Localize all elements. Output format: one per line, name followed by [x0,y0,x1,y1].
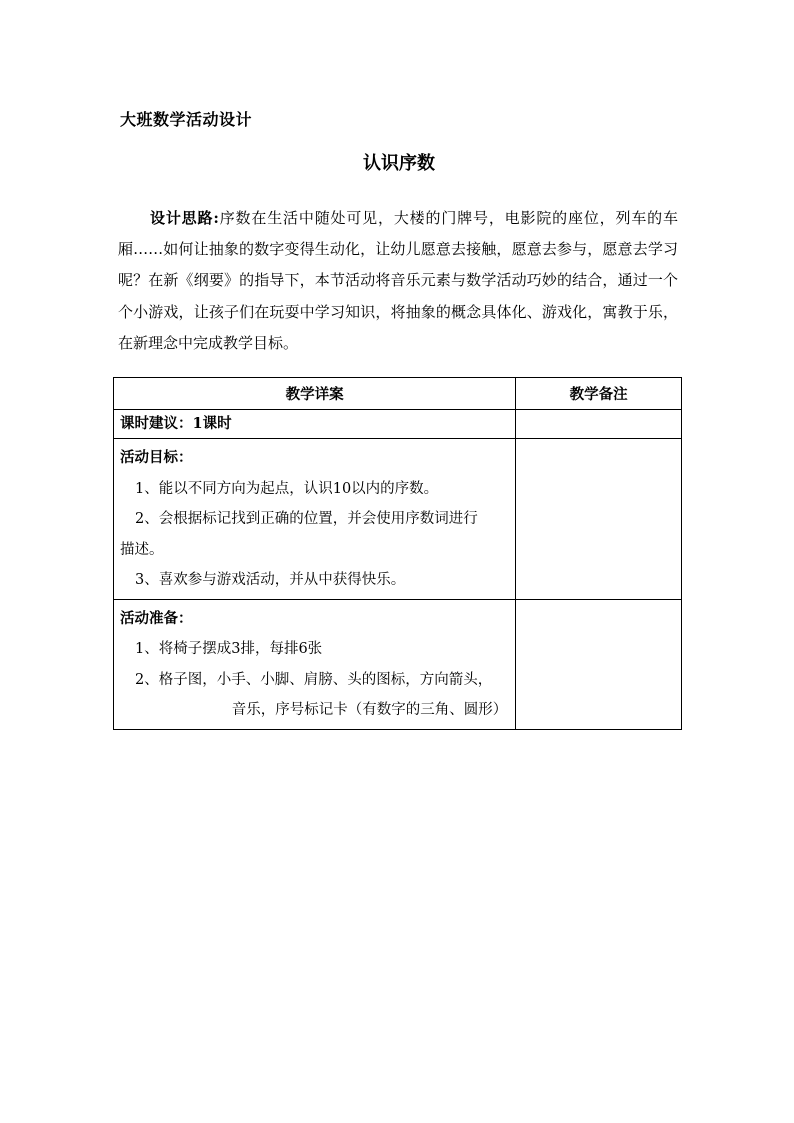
goal-item: 3、喜欢参与游戏活动，并从中获得快乐。 [135,572,406,588]
notes-cell [516,599,682,729]
table-row [114,439,682,600]
goal-item: 2、会根据标记找到正确的位置，并会使用序数词进行 [135,511,478,527]
design-idea-label: 设计思路 [150,209,214,227]
prep-label: 活动准备： [120,609,193,627]
table-header-row [114,378,682,410]
hours-label: 课时建议：1课时 [120,415,232,432]
table-row [114,599,682,729]
notes-cell [516,439,682,600]
prep-item: 2、格子图，小手、小脚、肩膀、头的图标，方向箭头， [135,671,493,688]
design-idea-text: 序数在生活中随处可见，大楼的门牌号，电影院的座位，列车的车厢……如何让抽象的数字变得生动化，让幼儿愿意去接触，愿意去参与，愿意去学习呢？在新《纲要》的指导下，本节活动将音乐元素与数学活动巧妙的结合，通过一个个小游戏，让孩子们在玩耍中学习知识，将抽象的概念具体化、游戏化，寓教于乐，在新理念中完成教学目标。 [118,209,678,352]
prep-item: 1、将椅子摆成3排，每排6张 [135,641,323,657]
notes-cell [516,410,682,439]
design-idea-paragraph [118,203,678,359]
goals-cell [114,439,516,600]
design-idea-colon: : [213,209,219,227]
prep-cell [114,599,516,729]
goal-item-continuation: 描述。 [120,541,164,558]
header-lesson-plan: 教学详案 [114,378,516,410]
lesson-plan-table [113,377,682,730]
hours-cell [114,410,516,439]
header-teaching-notes: 教学备注 [516,378,682,410]
document-heading: 大班数学活动设计 [120,110,253,129]
goal-item: 1、能以不同方向为起点，认识10以内的序数。 [135,480,439,497]
table-row [114,410,682,439]
goals-label: 活动目标： [120,449,193,466]
document-title: 认识序数 [363,153,435,174]
prep-item-continuation: 音乐，序号标记卡（有数字的三角、圆形） [231,702,508,718]
